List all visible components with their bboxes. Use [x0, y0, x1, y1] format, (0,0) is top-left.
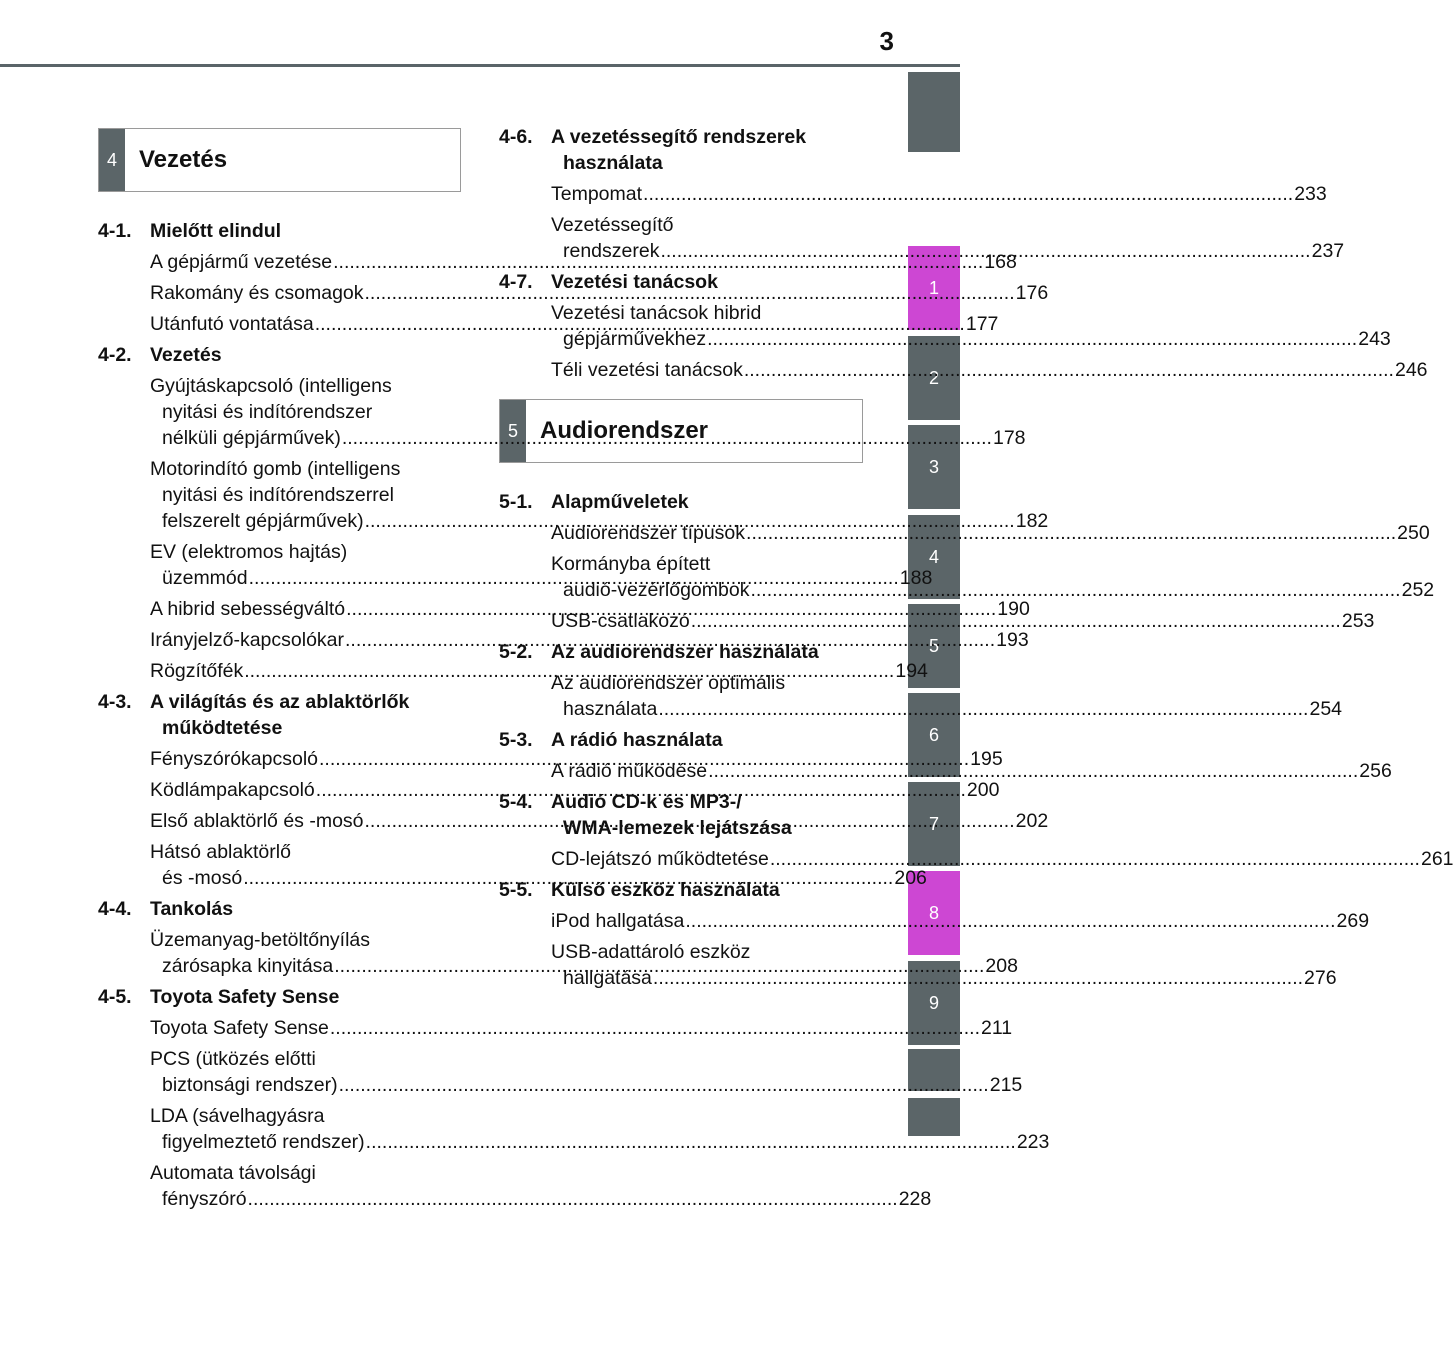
- section-title: Audiorendszer: [540, 417, 709, 444]
- section-number: 4: [99, 129, 125, 191]
- dot-leader: [770, 848, 1420, 870]
- dot-leader: [248, 1188, 898, 1210]
- chapter-title: Az audiorendszer használata: [551, 641, 819, 663]
- page-ref: 254: [1309, 698, 1343, 720]
- page-ref: 208: [985, 955, 1018, 977]
- page-ref: 243: [1358, 328, 1391, 350]
- page-ref: 250: [1397, 522, 1430, 544]
- toc-chapter[interactable]: [98, 896, 448, 922]
- toc-chapter[interactable]: [98, 342, 448, 368]
- page-ref: 252: [1401, 579, 1435, 601]
- page-ref: 194: [895, 660, 928, 682]
- dot-leader: [653, 967, 1303, 989]
- entry-text: Vezetéssegítő: [551, 214, 674, 236]
- chapter-title: Külső eszköz használata: [551, 879, 780, 901]
- entry-text: A hibrid sebességváltó: [150, 598, 346, 620]
- entry-text: Rakomány és csomagok: [150, 282, 364, 304]
- side-tab-9[interactable]: 9: [908, 961, 960, 1045]
- chapter-number: 4-3.: [98, 691, 132, 713]
- entry-text: Motorindító gomb (intelligens: [150, 458, 401, 480]
- section-number: 5: [500, 400, 526, 462]
- entry-text: Rögzítőfék: [150, 660, 244, 682]
- toc-chapter[interactable]: [499, 789, 849, 841]
- chapter-title: használata: [563, 152, 663, 174]
- chapter-title: Tankolás: [150, 898, 234, 920]
- entry-text: figyelmeztető rendszer): [162, 1131, 365, 1153]
- entry-text: Fényszórókapcsoló: [150, 748, 318, 770]
- entry-text: nyitási és indítórendszerrel: [162, 484, 394, 506]
- chapter-title: Vezetési tanácsok: [551, 271, 718, 293]
- chapter-title: A vezetéssegítő rendszerek: [551, 126, 807, 148]
- page-ref: 178: [992, 427, 1026, 449]
- toc-entry[interactable]: [551, 357, 1428, 383]
- page-ref: 261: [1420, 848, 1454, 870]
- side-tab-4[interactable]: 4: [908, 515, 960, 599]
- entry-text: fényszóró: [162, 1188, 247, 1210]
- toc-chapter[interactable]: [499, 639, 849, 665]
- chapter-number: 5-4.: [499, 791, 533, 813]
- entry-text: Ködlámpakapcsoló: [150, 779, 315, 801]
- toc-chapter[interactable]: [98, 689, 448, 741]
- chapter-title: A rádió használata: [551, 729, 723, 751]
- page-number: 3: [879, 26, 894, 56]
- page-ref: 246: [1394, 359, 1428, 381]
- page-ref: 182: [1015, 510, 1049, 532]
- page-ref: 237: [1311, 240, 1345, 262]
- entry-text: gépjárművekhez: [563, 328, 707, 350]
- entry-text: Téli vezetési tanácsok: [551, 359, 743, 381]
- side-tab-8[interactable]: 8: [908, 871, 960, 955]
- side-tab-1[interactable]: 1: [908, 246, 960, 330]
- entry-text: felszerelt gépjárművek): [162, 510, 364, 532]
- page-ref: 215: [989, 1074, 1023, 1096]
- page-ref: 193: [996, 629, 1029, 651]
- chapter-number: 5-3.: [499, 729, 533, 751]
- side-tab-7[interactable]: 7: [908, 782, 960, 866]
- entry-text: Első ablaktörlő és -mosó: [150, 810, 364, 832]
- entry-text: CD-lejátszó működtetése: [551, 848, 769, 870]
- toc-chapter[interactable]: [499, 489, 849, 515]
- chapter-title: működtetése: [162, 717, 283, 739]
- page-ref: 168: [984, 251, 1017, 273]
- page-ref: 206: [894, 867, 927, 889]
- chapter-title: Audió CD-k és MP3-/: [551, 791, 742, 813]
- dot-leader: [366, 1131, 1016, 1153]
- toc-chapter[interactable]: [98, 218, 448, 244]
- dot-leader: [691, 610, 1341, 632]
- entry-text: Kormányba épített: [551, 553, 711, 575]
- chapter-title: Mielőtt elindul: [150, 220, 282, 242]
- entry-text: hallgatása: [563, 967, 652, 989]
- dot-leader: [685, 910, 1335, 932]
- side-tab-5[interactable]: 5: [908, 604, 960, 688]
- toc-chapter[interactable]: [499, 124, 849, 176]
- page-ref: 228: [898, 1188, 932, 1210]
- entry-text: Audiorendszer típusok: [551, 522, 746, 544]
- entry-text: Hátsó ablaktörlő: [150, 841, 291, 863]
- entry-text: üzemmód: [162, 567, 248, 589]
- dot-leader: [746, 522, 1396, 544]
- dot-leader: [330, 1017, 980, 1039]
- entry-text: USB-csatlakozó: [551, 610, 690, 632]
- entry-text: PCS (ütközés előtti: [150, 1048, 316, 1070]
- page-ref: 200: [966, 779, 1000, 801]
- toc-chapter[interactable]: [98, 984, 448, 1010]
- dot-leader: [643, 183, 1293, 205]
- page-ref: 190: [997, 598, 1030, 620]
- toc-entry[interactable]: [551, 181, 1327, 207]
- entry-text: Utánfutó vontatása: [150, 313, 314, 335]
- entry-text: USB-adattároló eszköz: [551, 941, 751, 963]
- top-rule: [0, 64, 960, 67]
- entry-text: A gépjármű vezetése: [150, 251, 333, 273]
- page-ref: 256: [1359, 760, 1392, 782]
- entry-text: audió-vezérlőgombok: [563, 579, 750, 601]
- chapter-number: 4-7.: [499, 271, 533, 293]
- side-tab-6[interactable]: 6: [908, 693, 960, 777]
- side-tab-2[interactable]: 2: [908, 336, 960, 420]
- chapter-number: 4-1.: [98, 220, 132, 242]
- entry-text: Automata távolsági: [150, 1162, 316, 1184]
- chapter-title: Toyota Safety Sense: [150, 986, 340, 1008]
- page-ref: 202: [1015, 810, 1049, 832]
- toc-entry[interactable]: [150, 1046, 1023, 1098]
- entry-text: Az audiorendszer optimális: [551, 672, 786, 694]
- dot-leader: [708, 760, 1358, 782]
- chapter-number: 4-2.: [98, 344, 132, 366]
- dot-leader: [750, 579, 1400, 601]
- toc-entry[interactable]: [551, 908, 1370, 934]
- entry-text: LDA (sávelhagyásra: [150, 1105, 325, 1127]
- side-tab-3[interactable]: 3: [908, 425, 960, 509]
- dot-leader: [658, 698, 1308, 720]
- entry-text: és -mosó: [162, 867, 243, 889]
- dot-leader: [744, 359, 1394, 381]
- entry-text: biztonsági rendszer): [162, 1074, 338, 1096]
- toc-chapter[interactable]: [499, 269, 849, 295]
- chapter-title: Alapműveletek: [551, 491, 689, 513]
- entry-text: nélküli gépjárművek): [162, 427, 341, 449]
- chapter-number: 4-5.: [98, 986, 132, 1008]
- toc-entry[interactable]: [150, 1160, 932, 1212]
- chapter-number: 4-6.: [499, 126, 533, 148]
- toc-chapter[interactable]: [499, 727, 849, 753]
- chapter-title: Vezetés: [150, 344, 222, 366]
- entry-text: Üzemanyag-betöltőnyílás: [150, 929, 371, 951]
- page-ref: 223: [1016, 1131, 1050, 1153]
- dot-leader: [707, 328, 1357, 350]
- entry-text: Gyújtáskapcsoló (intelligens: [150, 375, 392, 397]
- dot-leader: [660, 240, 1310, 262]
- toc-entry[interactable]: [551, 846, 1454, 872]
- entry-text: használata: [563, 698, 658, 720]
- page-ref: 188: [899, 567, 933, 589]
- chapter-number: 5-1.: [499, 491, 533, 513]
- page-ref: 211: [981, 1017, 1013, 1039]
- toc-entry[interactable]: [150, 1015, 1013, 1041]
- chapter-title: WMA-lemezek lejátszása: [563, 817, 792, 839]
- entry-text: rendszerek: [563, 240, 660, 262]
- chapter-title: A világítás és az ablaktörlők: [150, 691, 410, 713]
- page-ref: 176: [1015, 282, 1049, 304]
- page-ref: 177: [965, 313, 999, 335]
- entry-text: nyitási és indítórendszer: [162, 401, 373, 423]
- page-ref: 276: [1304, 967, 1337, 989]
- dot-leader: [339, 1074, 989, 1096]
- entry-text: Toyota Safety Sense: [150, 1017, 329, 1039]
- toc-entry[interactable]: [150, 1103, 1050, 1155]
- entry-text: Irányjelző-kapcsolókar: [150, 629, 345, 651]
- chapter-number: 5-2.: [499, 641, 533, 663]
- section-header-vezetes: [98, 128, 461, 192]
- entry-text: EV (elektromos hajtás): [150, 541, 348, 563]
- entry-text: Tempomat: [551, 183, 643, 205]
- page-ref: 195: [970, 748, 1003, 770]
- entry-text: iPod hallgatása: [551, 910, 685, 932]
- entry-text: zárósapka kinyitása: [162, 955, 334, 977]
- dot-leader: [342, 427, 992, 449]
- section-title: Vezetés: [139, 146, 228, 173]
- page-ref: 233: [1294, 183, 1327, 205]
- toc-chapter[interactable]: [499, 877, 849, 903]
- page-ref: 253: [1341, 610, 1375, 632]
- entry-text: Vezetési tanácsok hibrid: [551, 302, 762, 324]
- chapter-number: 5-5.: [499, 879, 533, 901]
- side-tab-blank[interactable]: [908, 72, 960, 152]
- chapter-number: 4-4.: [98, 898, 132, 920]
- entry-text: A rádió működése: [551, 760, 708, 782]
- page-ref: 269: [1336, 910, 1370, 932]
